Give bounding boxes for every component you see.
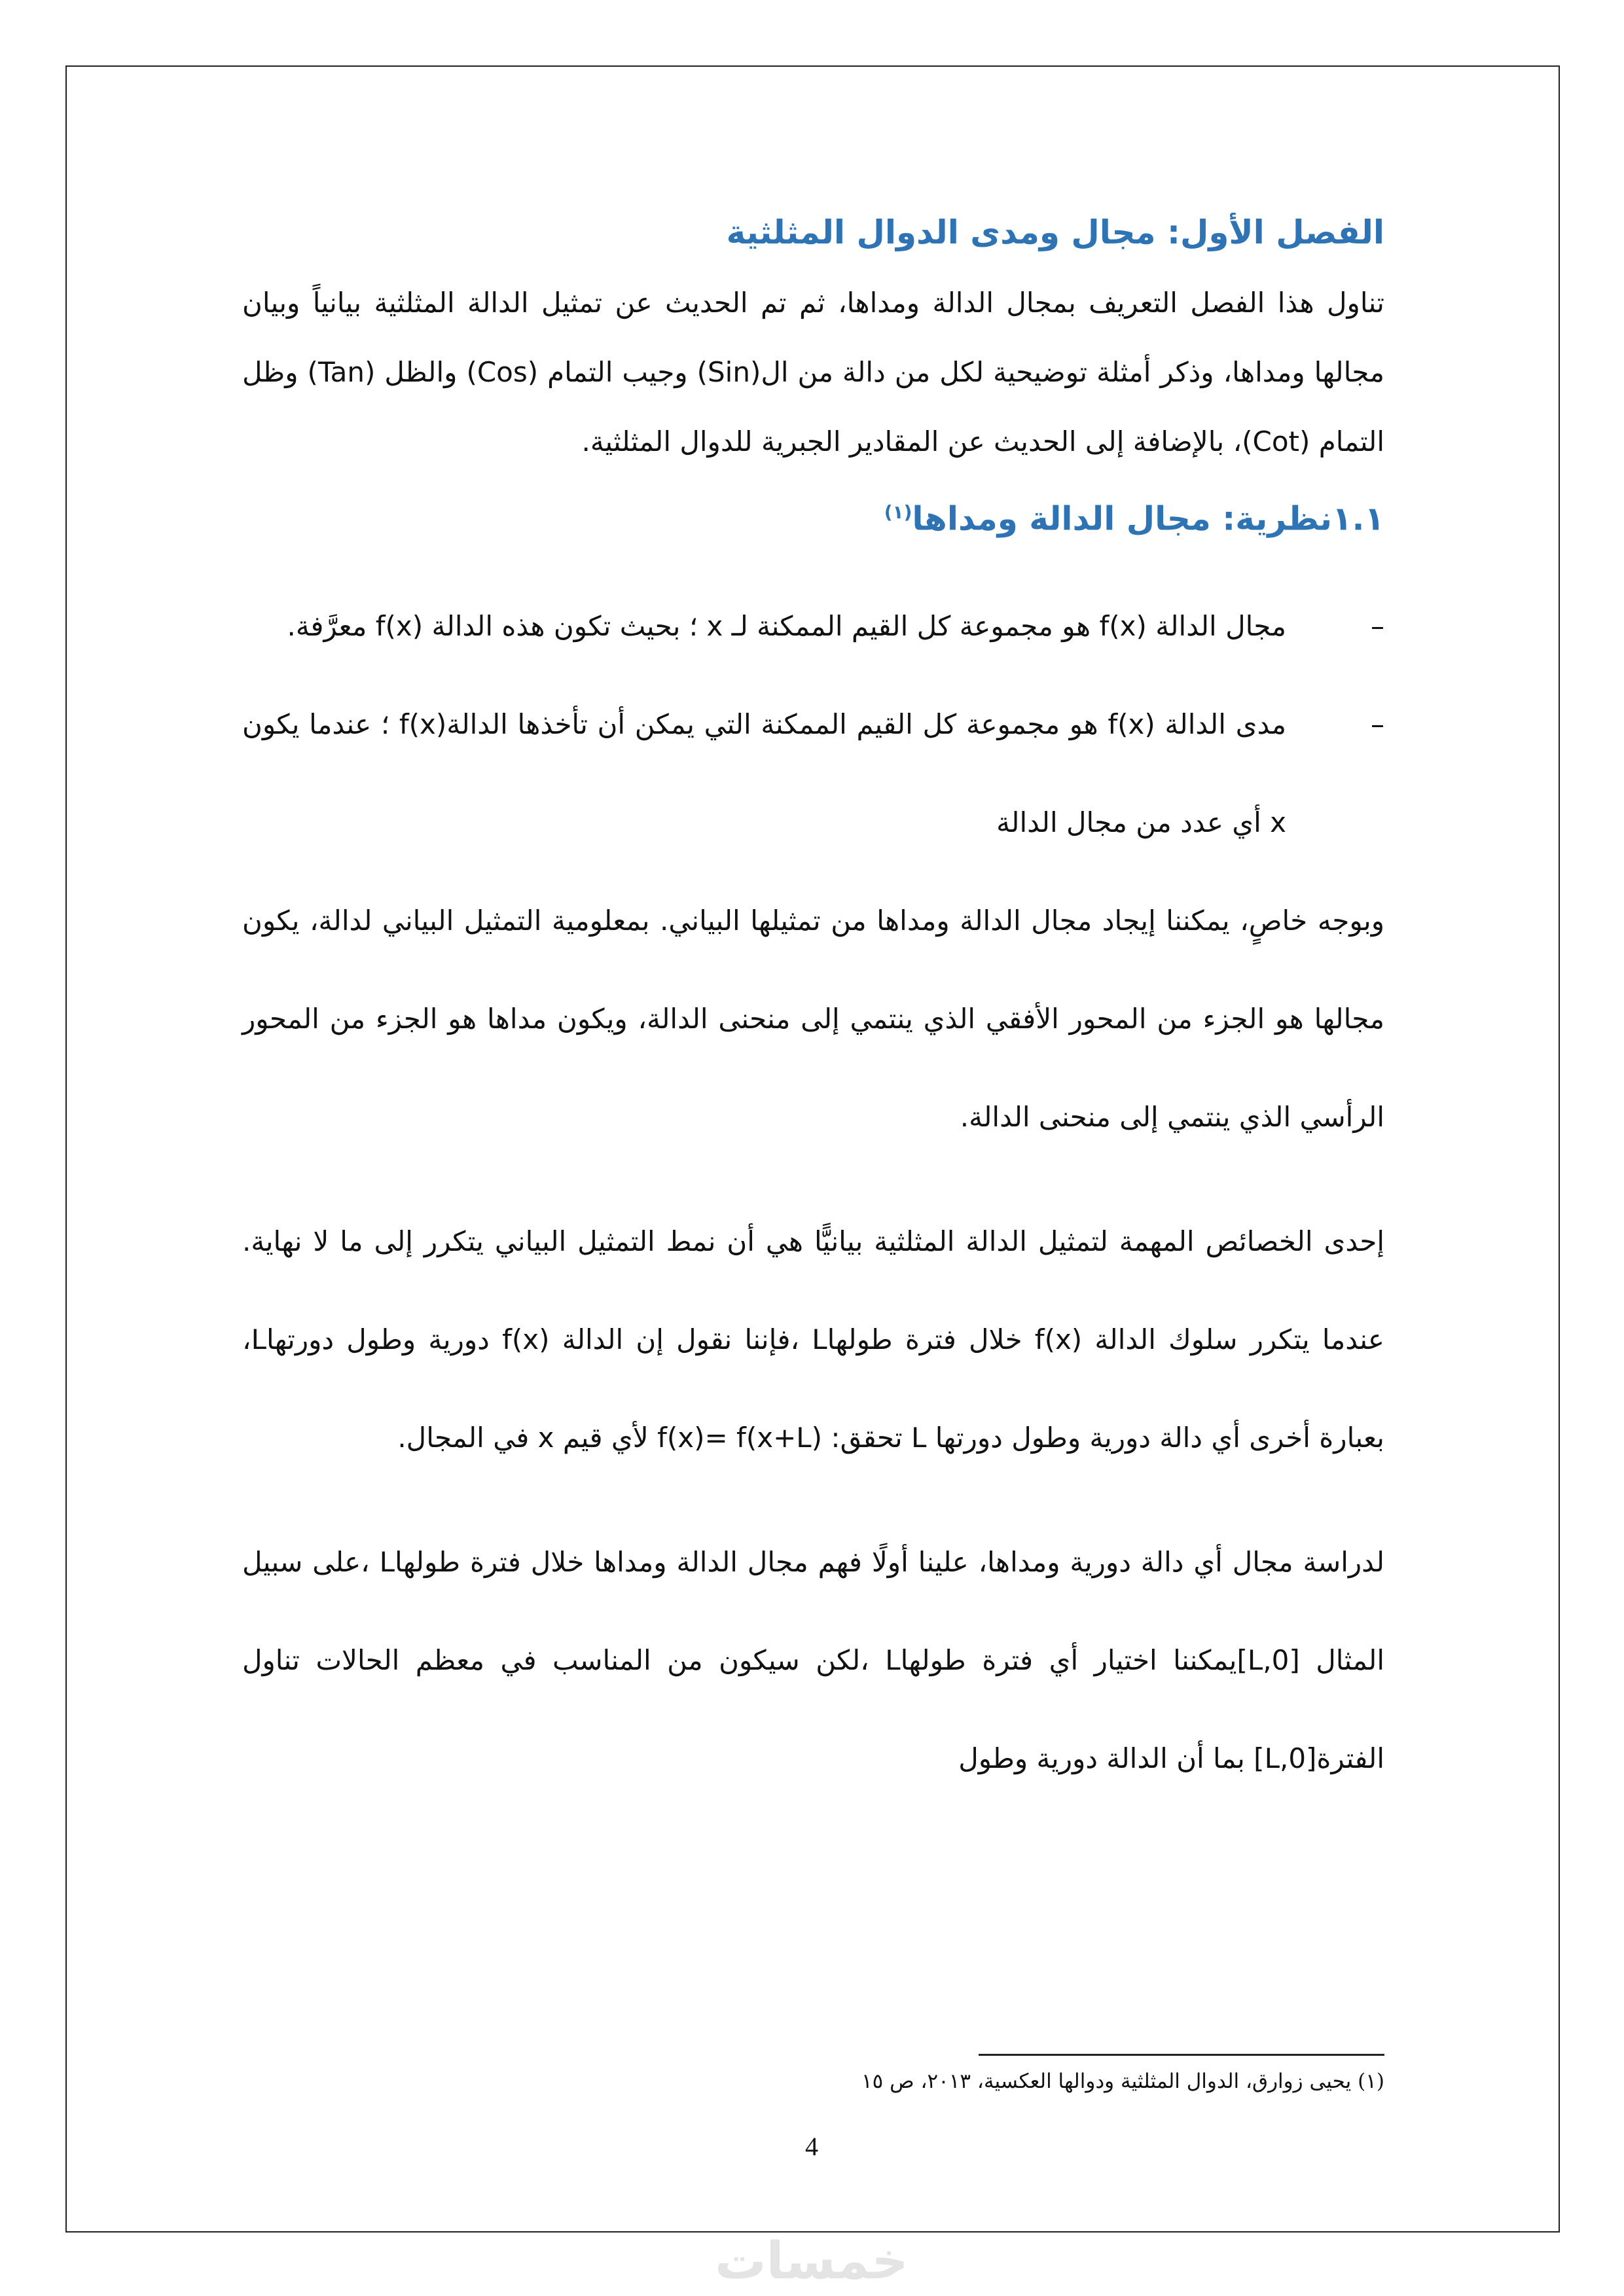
paragraph-periodic: إحدى الخصائص المهمة لتمثيل الدالة المثلثية بيانيًّا هي أن نمط التمثيل البياني يتكرر إلى ما لا نهاية. عندما يتكرر سلوك الدالة f(x) خلال فترة طولهاL ،فإننا نقول إن الدالة f(x) دورية وطول دورتهاL، بعبارة أخرى أي دالة دورية وطول دورتها L تحقق: f(x)= f(x+L) لأي قيم x في المجال. xyxy=(242,1225,1384,1454)
section-heading xyxy=(242,476,1384,555)
definition-text: مدى الدالة f(x) هو مجموعة كل القيم الممكنة التي يمكن أن تأخذها الدالةf(x) ؛ عندما يكون x أي عدد من مجال الدالة xyxy=(242,708,1286,838)
definition-text: مجال الدالة f(x) هو مجموعة كل القيم الممكنة لـ x ؛ بحيث تكون هذه الدالة f(x) معرَّفة. xyxy=(287,609,1286,642)
section-title: ١.١نظرية: مجال الدالة ومداها xyxy=(912,499,1384,538)
paragraph-gap xyxy=(242,1166,1384,1193)
definition-domain xyxy=(242,577,1384,675)
footnote-marker: (١) xyxy=(884,501,912,523)
bullet-dash: – xyxy=(1371,708,1384,740)
paragraph-gap xyxy=(242,1487,1384,1513)
definitions-list xyxy=(242,577,1384,872)
chapter-title: الفصل الأول: مجال ومدى الدوال المثلثية xyxy=(726,213,1384,251)
definition-range xyxy=(242,675,1384,872)
footnote: (١) يحيى زوارق، الدوال المثلثية ودوالها العكسية، ٢٠١٣، ص ١٥ xyxy=(861,2070,1384,2093)
paragraph-graph-domain: وبوجه خاصٍ، يمكننا إيجاد مجال الدالة ومداها من تمثيلها البياني. بمعلومية التمثيل البياني لدالة، يكون مجالها هو الجزء من المحور الأفقي الذي ينتمي إلى منحنى الدالة، ويكون مداها هو الجزء من المحور الرأسي الذي ينتمي إلى منحنى الدالة. xyxy=(242,904,1384,1133)
bullet-dash: – xyxy=(1371,609,1384,642)
page-number: 4 xyxy=(805,2132,818,2161)
document-body xyxy=(242,196,1384,1808)
footnote-separator xyxy=(979,2054,1384,2056)
chapter-intro: تناول هذا الفصل التعريف بمجال الدالة ومداها، ثم تم الحديث عن تمثيل الدالة المثلثية بيانياً وبيان مجالها ومداها، وذكر أمثلة توضيحية لكل من دالة من ال(Sin) وجيب التمام (Cos) والظل (Tan) وظل التمام (Cot)، بالإضافة إلى الحديث عن المقادير الجبرية للدوال المثلثية. xyxy=(242,287,1384,457)
paragraph-period-interval: لدراسة مجال أي دالة دورية ومداها، علينا أولًا فهم مجال الدالة ومداها خلال فترة طولهاL ،على سبيل المثال [L,0]يمكننا اختيار أي فترة طولهاL ،لكن سيكون من المناسب في معظم الحالات تناول الفترة[L,0] بما أن الدالة دورية وطول xyxy=(242,1545,1385,1774)
watermark-logo: خمسات xyxy=(715,2232,909,2291)
